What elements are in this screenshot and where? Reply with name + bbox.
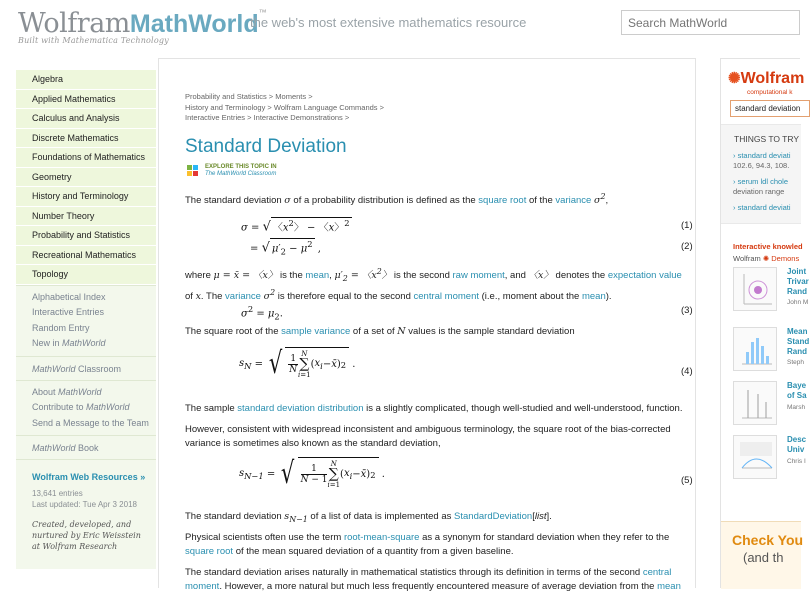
sidebar-item-recreational-mathematics[interactable]: Recreational Mathematics (16, 246, 156, 266)
paragraph-sample-distribution (185, 402, 685, 416)
sidebar-item-calculus-and-analysis[interactable]: Calculus and Analysis (16, 109, 156, 129)
equation-3: $\sigma^2 = \mu_2$. (241, 304, 283, 322)
wolfram-alpha-logo[interactable] (728, 69, 804, 88)
try-item[interactable] (733, 151, 791, 171)
demo-item[interactable] (733, 327, 810, 379)
book-mathworld-name: MathWorld (32, 443, 76, 453)
sample-variance-link[interactable]: sample variance (281, 326, 351, 337)
breadcrumb (185, 92, 384, 124)
classroom-icon (187, 165, 199, 177)
demo-item[interactable] (733, 435, 807, 487)
breadcrumb-link[interactable]: Interactive Entries (185, 113, 246, 122)
explore-label: EXPLORE THIS TOPIC IN (205, 164, 277, 170)
try-detail: deviation range (733, 187, 785, 196)
text: of a probability distribution is defined as the (290, 195, 479, 207)
things-to-try-title: THINGS TO TRY (734, 134, 800, 144)
text: Demons (771, 254, 800, 263)
demo-author: Steph (787, 359, 804, 366)
header (0, 0, 800, 48)
equation-number: (4) (681, 366, 693, 377)
demo-title (787, 267, 809, 297)
send-message-link[interactable]: Send a Message to the Team (32, 417, 149, 428)
paragraph-natural (185, 566, 685, 594)
equation-number: (2) (681, 241, 693, 252)
paragraph-implementation: The standard deviation $s_{N-1}$ of a list of data is implemented as StandardDeviation[list]. (185, 511, 552, 524)
text: denotes the (552, 270, 608, 282)
mean-link[interactable]: mean (657, 581, 681, 592)
try-item[interactable] (733, 203, 791, 213)
demo-item[interactable] (733, 381, 807, 433)
raw-moment-link[interactable]: raw moment (452, 270, 505, 282)
demo-author: John M (787, 299, 809, 306)
text: Desc (787, 435, 807, 444)
entry-count: 13,641 entries (32, 489, 83, 498)
main-content (158, 58, 696, 592)
mathworld-classroom-link[interactable] (16, 356, 156, 380)
sidebar-item-foundations-of-mathematics[interactable]: Foundations of Mathematics (16, 148, 156, 168)
central-link[interactable]: central (642, 567, 672, 578)
breadcrumb-link[interactable]: Interactive Demonstrations (253, 113, 343, 122)
equation-number: (1) (681, 220, 693, 231)
text: Mean (787, 327, 808, 336)
text: Joint (787, 267, 807, 276)
text: The standard deviation (185, 511, 285, 522)
demo-title (787, 327, 809, 357)
breadcrumb-separator: > (377, 102, 385, 112)
demo-author: Marsh (787, 404, 806, 411)
interactive-knowledge (721, 231, 810, 521)
contribute-mathworld-name: MathWorld (86, 402, 130, 412)
text: of (185, 291, 196, 303)
try-link: › standard deviati (733, 203, 791, 212)
credit-line: Created, developed, and (32, 520, 132, 529)
text: of Sa (787, 391, 807, 400)
text: of the mean squared deviation of a quantity from a given baseline. (233, 546, 514, 557)
try-detail: 102.6, 94.3, 108. (733, 161, 790, 170)
alphabetical-index-link[interactable]: Alphabetical Index (32, 291, 106, 302)
logo-wolfram: Wolfram (18, 8, 130, 39)
check-banner-subtitle: (and th (743, 550, 784, 565)
mean-link[interactable]: mean (305, 270, 330, 282)
wolfram-web-resources-link[interactable]: Wolfram Web Resources » (32, 472, 146, 482)
text: . However, a more natural but much less frequently encountered measure of average deviation from the (219, 581, 658, 592)
demo-thumbnail (733, 435, 777, 479)
wolfram-alpha-input[interactable]: standard deviation (730, 100, 810, 117)
breadcrumb-link[interactable]: Moments (275, 92, 307, 101)
text: Trivar (787, 277, 809, 286)
category-list (16, 70, 156, 285)
text: is the second (391, 270, 453, 282)
text: is therefore equal to the second (275, 291, 414, 303)
equation-number: (5) (681, 475, 693, 486)
check-banner-title: Check You (732, 532, 804, 548)
breadcrumb-link[interactable]: History and Terminology (185, 102, 266, 112)
equation-5: $s_{N-1}$ = √ 1 N − 1 N ∑ i=1 ( $x_i$ − x̄ ) 2 . (239, 456, 385, 491)
text: of a set of (350, 326, 398, 337)
tagline: the web's most extensive mathematics resource (250, 15, 527, 30)
variance-link[interactable]: variance (225, 291, 261, 303)
sidebar-item-topology[interactable]: Topology (16, 265, 156, 285)
sd-distribution-link[interactable]: standard deviation distribution (237, 403, 364, 414)
about-links (16, 380, 156, 436)
wolfram-web-resources (16, 459, 156, 569)
demo-item[interactable] (733, 267, 809, 319)
sidebar-item-geometry[interactable]: Geometry (16, 168, 156, 188)
wolfram-demonstrations-label (733, 254, 799, 263)
sidebar-item-number-theory[interactable]: Number Theory (16, 207, 156, 227)
sidebar (16, 70, 156, 588)
text: The square root of the (185, 326, 282, 337)
square-root-link[interactable]: square root (478, 195, 527, 207)
sidebar-item-history-and-terminology[interactable]: History and Terminology (16, 187, 156, 207)
about-mathworld-name: MathWorld (58, 386, 102, 397)
demo-thumbnail (733, 381, 777, 425)
mathworld-book-link[interactable] (16, 435, 156, 459)
try-link: › standard deviati (733, 151, 791, 160)
classroom-mathworld-name: MathWorld (32, 363, 76, 374)
text: Rand (787, 287, 807, 296)
interactive-knowledge-title: Interactive knowled (733, 242, 803, 251)
credit-line: nurtured by Eric Weisstein (32, 531, 141, 540)
page-title: Standard Deviation (185, 136, 347, 157)
breadcrumb-separator: > (265, 102, 274, 112)
text: Wolfram (733, 254, 761, 263)
demo-title (787, 381, 807, 401)
entry-stats (32, 488, 156, 510)
wolfram-star-icon: ✺ (728, 70, 741, 87)
paragraph-sample: The square root of the sample variance of a set of N values is the sample standard deviation (185, 326, 575, 337)
text: Stand (787, 337, 810, 346)
demo-thumbnail (733, 267, 777, 311)
explore-classroom-link[interactable] (187, 164, 277, 178)
breadcrumb-separator: > (266, 92, 276, 101)
expectation-value-link[interactable]: expectation value (607, 270, 682, 282)
mean-link[interactable]: mean (581, 291, 606, 303)
credit-line: at Wolfram Research (32, 542, 118, 551)
try-link: › serum ldl chole (733, 177, 789, 186)
sidebar-item-applied-mathematics[interactable]: Applied Mathematics (16, 90, 156, 110)
central-moment-link[interactable]: central moment (413, 291, 479, 303)
text: values is the sample standard deviation (405, 326, 575, 337)
list-argument: list (534, 511, 547, 522)
equation-1: σ = √ 〈$x^2$〉 − 〈x〉$^2$ (241, 218, 350, 235)
demo-author: Chris I (787, 458, 806, 465)
text: of the (526, 195, 556, 207)
breadcrumb-link[interactable]: Probability and Statistics (185, 92, 267, 101)
text: where (185, 270, 214, 282)
classroom-label: Classroom (75, 363, 122, 374)
text: The standard deviation arises naturally in mathematical statistics through its definition in terms of the second (185, 567, 643, 578)
moment-link[interactable]: moment (185, 581, 220, 592)
interactive-entries-link[interactable]: Interactive Entries (32, 307, 105, 317)
breadcrumb-link[interactable]: Wolfram Language Commands (273, 102, 378, 112)
paragraph-where: where μ = x̄ = 〈x〉 is the mean, $\mu'_2$ = 〈$x^2$〉 is the second raw moment, and 〈x〉 denotes the expectation value of x. The variance $\sigma^2$ is therefore equal to the second central moment (i.e., moment about the mean). (185, 267, 682, 303)
text: The sample (185, 403, 238, 414)
logo-trademark: ™ (258, 8, 267, 17)
explore-classroom-name: The MathWorld Classroom (205, 171, 277, 177)
breadcrumb-separator: > (306, 92, 313, 101)
equation-number: (3) (681, 305, 693, 316)
logo-subtitle: Built with Mathematica Technology (18, 36, 169, 45)
check-your-answers-banner[interactable] (721, 521, 804, 589)
sidebar-item-discrete-mathematics[interactable]: Discrete Mathematics (16, 129, 156, 149)
logo-mathworld: MathWorld (129, 10, 259, 38)
text: is the (277, 270, 306, 282)
text: The standard deviation (185, 195, 285, 207)
sidebar-item-algebra[interactable]: Algebra (16, 70, 156, 90)
square-root-link[interactable]: square root (185, 546, 234, 557)
demo-title (787, 435, 806, 455)
search-input[interactable] (621, 10, 800, 35)
last-updated: Last updated: Tue Apr 3 2018 (32, 500, 137, 509)
credits (32, 519, 156, 552)
variance-link[interactable]: variance (555, 195, 592, 207)
standarddeviation-function-link[interactable]: StandardDeviation (454, 511, 533, 522)
text: Baye (787, 381, 807, 390)
contribute-label: Contribute to (32, 402, 87, 412)
text: (i.e., moment about the (479, 291, 582, 303)
breadcrumb-separator: > (342, 113, 350, 122)
about-mathworld-link[interactable] (16, 385, 156, 401)
text: ]. (546, 511, 552, 522)
sidebar-item-probability-and-statistics[interactable]: Probability and Statistics (16, 226, 156, 246)
new-in-label: New in (32, 338, 63, 348)
text: [ (532, 511, 535, 522)
wolfram-alpha-subtitle: computational k (747, 89, 793, 96)
random-entry-link[interactable]: Random Entry (32, 322, 90, 333)
equation-2: = √ $\mu'_2 - \mu^2$ , (250, 239, 321, 257)
text: Univ (787, 445, 805, 454)
equation-4: $s_N$ = √ $\frac{1}{N}$ N ∑ i=1 ( $x_i$ − x̄ ) 2 . (239, 346, 356, 381)
book-label: Book (75, 443, 99, 453)
text: Physical scientists often use the term (185, 532, 344, 543)
root-mean-square-link[interactable]: root-mean-square (343, 532, 420, 543)
text: is a slightly complicated, though well-studied and well-understood, function. (363, 403, 683, 414)
breadcrumb-separator: > (245, 113, 254, 122)
text: as a synonym for standard deviation when they refer to the (419, 532, 670, 543)
things-to-try (721, 124, 801, 224)
try-item[interactable] (733, 177, 788, 197)
contribute-link[interactable] (16, 400, 156, 416)
demo-thumbnail (733, 327, 777, 371)
text: ). (605, 291, 612, 303)
paragraph-definition: The standard deviation σ of a probability distribution is defined as the square root of the variance $\sigma^2$, (185, 192, 609, 207)
paragraph-bias-corrected: However, consistent with widespread inconsistent and ambiguous terminology, the square root of the bias-corrected variance is sometimes also known as the standard deviation, (185, 424, 671, 449)
about-label: About (32, 386, 59, 397)
text: , and (504, 270, 529, 282)
text: Rand (787, 347, 807, 356)
new-in-mathworld-name: MathWorld (62, 338, 106, 348)
new-in-mathworld-link[interactable] (16, 336, 156, 352)
text: of a list of data is implemented as (307, 511, 455, 522)
wolfram-alpha-name: Wolfram (740, 70, 805, 87)
mathworld-logo[interactable] (18, 8, 267, 45)
wolfram-alpha-panel (720, 58, 810, 588)
paragraph-rms (185, 531, 685, 559)
index-links (16, 285, 156, 356)
demonstrations-icon: ✺ (762, 254, 770, 263)
